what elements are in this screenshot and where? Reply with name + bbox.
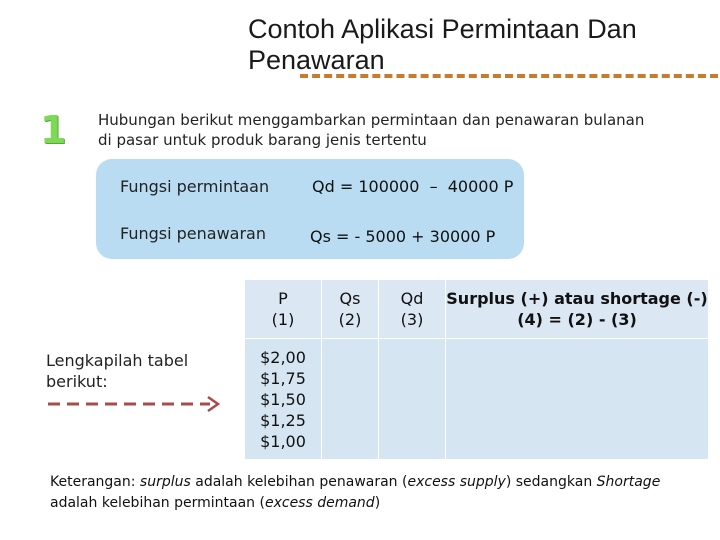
table-header-row — [245, 280, 708, 339]
qd-cell[interactable] — [379, 339, 446, 460]
price-value: $1,25 — [260, 410, 306, 430]
table-instruction: Lengkapilah tabel berikut: — [46, 351, 189, 391]
surplus-cell[interactable] — [446, 339, 709, 460]
arrow-right-icon — [46, 394, 226, 414]
title-underline-decoration — [300, 74, 718, 78]
price-value: $2,00 — [260, 347, 306, 367]
demand-supply-table — [245, 280, 708, 459]
table-row — [245, 339, 708, 460]
price-value: $1,00 — [260, 431, 306, 451]
header-surplus-shortage: Surplus (+) atau shortage (-) (4) = (2) - (3) — [446, 280, 709, 339]
supply-function-label: Fungsi penawaran — [120, 224, 266, 243]
intro-text: Hubungan berikut menggambarkan permintaan dan penawaran bulanan di pasar untuk produk barang jenis tertentu — [98, 111, 645, 149]
header-qd: Qd (3) — [379, 280, 446, 339]
price-value: $1,75 — [260, 368, 306, 388]
qs-cell[interactable] — [322, 339, 379, 460]
footnote: Keterangan: surplus adalah kelebihan penawaran (excess supply) sedangkan Shortage adalah kelebihan permintaan (excess demand) — [50, 474, 661, 511]
header-qs: Qs (2) — [322, 280, 379, 339]
demand-function-label: Fungsi permintaan — [120, 177, 270, 196]
functions-box — [96, 159, 524, 259]
header-price: P (1) — [245, 280, 322, 339]
demand-equation: Qd = 100000 – 40000 P — [312, 177, 514, 196]
price-cell — [245, 339, 322, 460]
slide-title: Contoh Aplikasi Permintaan Dan Penawaran — [248, 14, 637, 75]
supply-equation: Qs = - 5000 + 30000 P — [310, 227, 496, 246]
slide-number: 1 — [40, 108, 67, 152]
price-value: $1,50 — [260, 389, 306, 409]
